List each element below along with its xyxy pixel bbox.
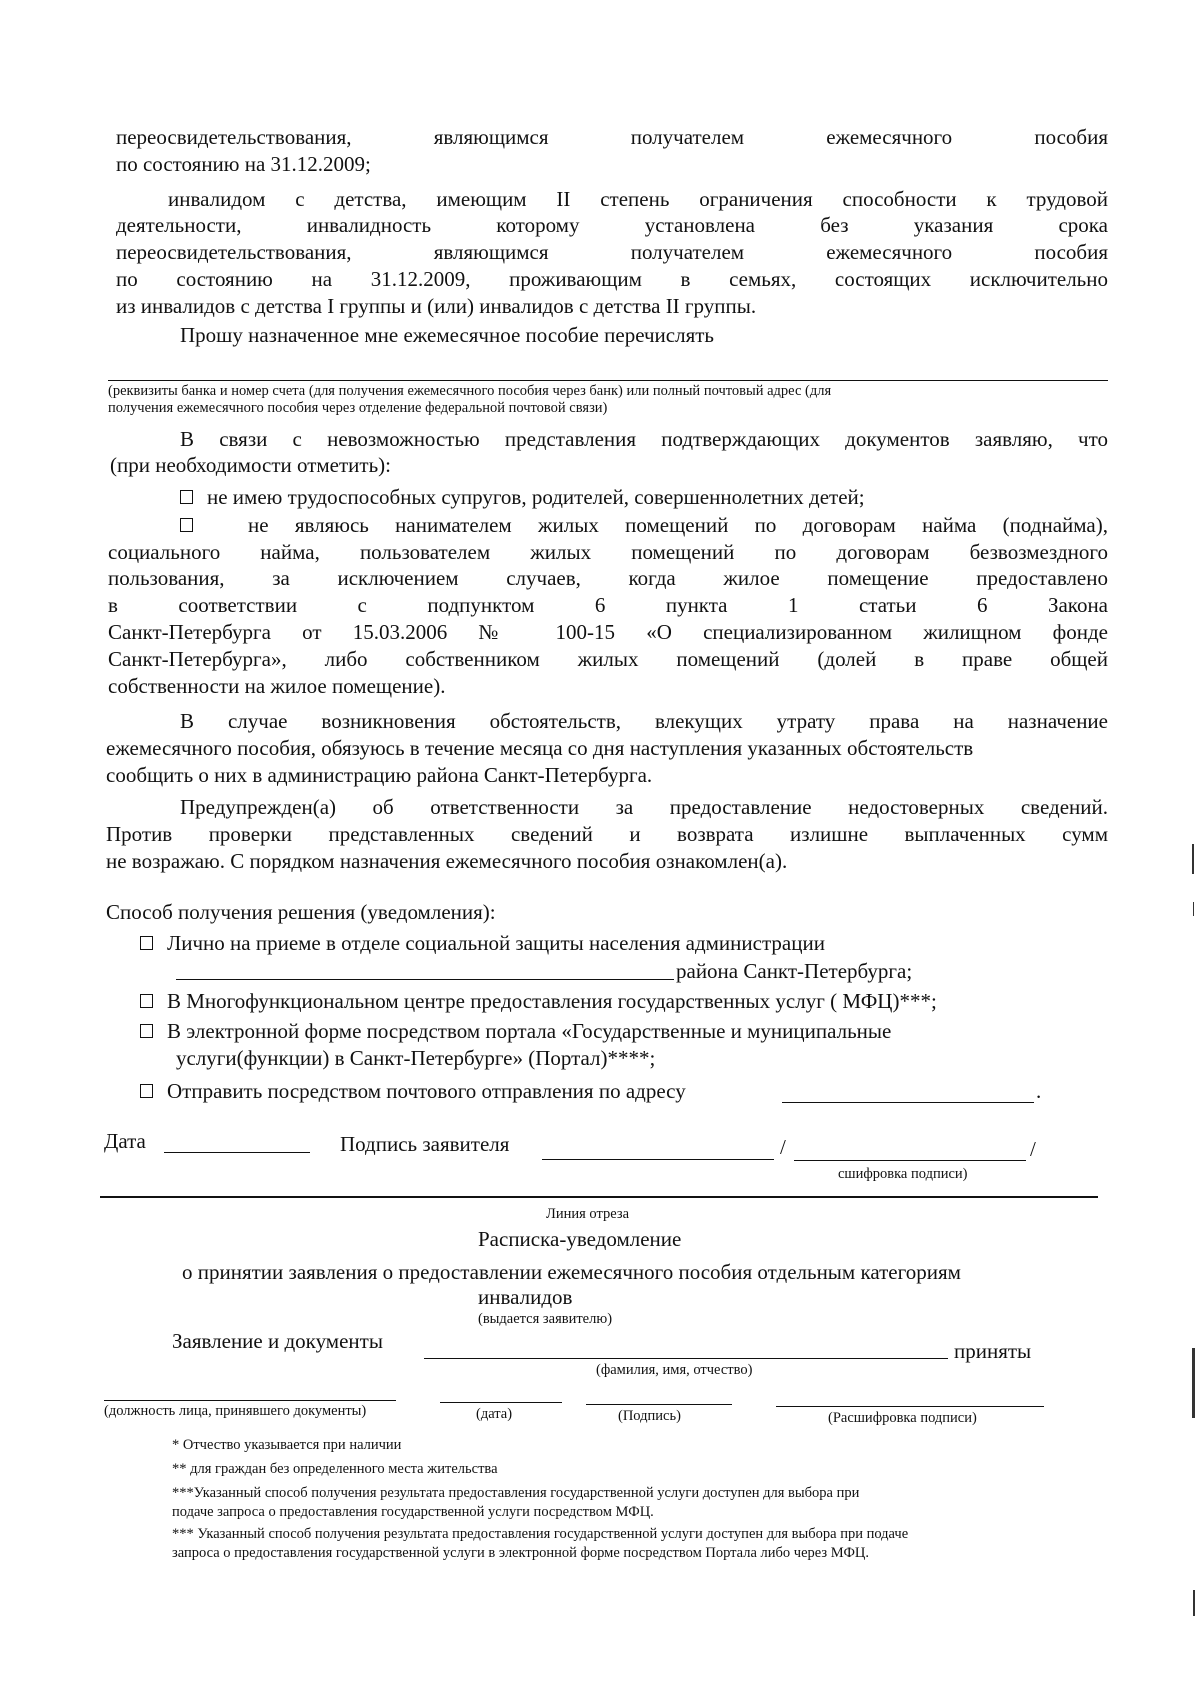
portal-checkbox[interactable] (140, 1024, 153, 1038)
declaration-item-1-checkbox[interactable] (180, 490, 193, 504)
date-blank-line[interactable] (164, 1152, 310, 1153)
in-person-label: Лично на приеме в отделе социальной защиты населения администрации (167, 931, 825, 955)
para2-line-5: из инвалидов с детства I группы и (или) инвалидов с детства II группы. (116, 294, 757, 318)
method-option-in-person (140, 930, 825, 957)
declaration-item-1-label: не имею трудоспособных супругов, родителей, совершеннолетних детей; (207, 485, 865, 509)
obligation-line-3: сообщить о них в администрацию района Санкт-Петербурга. (106, 763, 653, 787)
receipt-fio-blank-line[interactable] (424, 1358, 948, 1359)
receipt-subtitle-line-2: инвалидов (478, 1285, 573, 1309)
signature-decode-blank-line[interactable] (794, 1160, 1026, 1161)
receipt-accepted-suffix: приняты (954, 1339, 1032, 1363)
para2-line-3: переосвидетельствования, являющимся получателем ежемесячного пособия (116, 240, 1108, 264)
obligation-line-2: ежемесячного пособия, обязуюсь в течение месяца со дня наступления указанных обстоятельств (106, 736, 974, 760)
receipt-sign-note: (Подпись) (618, 1408, 681, 1424)
declaration-item-2-line-2: социального найма, пользователем жилых помещений по договорам безвозмездного (108, 540, 1108, 564)
transfer-request: Прошу назначенное мне ежемесячное пособие перечислять (180, 323, 715, 347)
in-person-checkbox[interactable] (140, 936, 153, 950)
declaration-intro-line-1: В связи с невозможностью представления подтверждающих документов заявляю, что (180, 427, 1108, 451)
receipt-title: Расписка-уведомление (478, 1227, 682, 1251)
receipt-sign-blank-line[interactable] (586, 1404, 732, 1405)
district-blank-line[interactable] (176, 979, 674, 980)
obligation-line-1: В случае возникновения обстоятельств, влекущих утрату права на назначение (180, 709, 1108, 733)
mfc-label: В Многофункциональном центре предоставления государственных услуг ( МФЦ)***; (167, 989, 937, 1013)
signature-blank-line[interactable] (542, 1159, 774, 1160)
para1-line-1: переосвидетельствования, являющимся получателем ежемесячного пособия (116, 125, 1108, 149)
footnote-2: ** для граждан без определенного места жительства (172, 1461, 498, 1477)
receipt-date-blank-line[interactable] (440, 1402, 562, 1403)
method-title: Способ получения решения (уведомления): (106, 900, 496, 924)
receipt-fio-note: (фамилия, имя, отчество) (596, 1362, 753, 1378)
bank-note-line-1: (реквизиты банка и номер счета (для получения ежемесячного пособия через банк) или полный почтовый адрес (для (108, 383, 832, 399)
footnote-3-line-2: подаче запроса о предоставления государственной услуги посредством МФЦ. (172, 1504, 654, 1520)
warning-line-2: Против проверки представленных сведений и возврата излишне выплаченных сумм (106, 822, 1108, 846)
post-period: . (1036, 1079, 1042, 1103)
method-option-post (140, 1078, 686, 1105)
para2-line-1: инвалидом с детства, имеющим II степень ограничения способности к трудовой (168, 187, 1108, 211)
post-checkbox[interactable] (140, 1084, 153, 1098)
signature-decode-note: сшифровка подписи) (838, 1166, 968, 1182)
method-option-portal (140, 1018, 891, 1045)
bank-details-blank-line[interactable] (108, 380, 1108, 381)
scan-speck (1193, 902, 1194, 916)
para2-line-4: по состоянию на 31.12.2009, проживающим в семьях, состоящих исключительно (116, 267, 1108, 291)
declaration-item-2-checkbox[interactable] (180, 518, 193, 532)
warning-line-3: не возражаю. С порядком назначения ежемесячного пособия ознакомлен(а). (106, 849, 788, 873)
receipt-position-blank-line[interactable] (104, 1400, 396, 1401)
mfc-checkbox[interactable] (140, 994, 153, 1008)
declaration-item-2-line-6: Санкт-Петербурга», либо собственником жилых помещений (долей в праве общей (108, 647, 1108, 671)
method-option-mfc (140, 988, 937, 1015)
receipt-accepted-prefix: Заявление и документы (172, 1329, 383, 1353)
scan-speck (1192, 1348, 1195, 1418)
para1-line-2: по состоянию на 31.12.2009; (116, 152, 371, 176)
declaration-item-2-line-7: собственности на жилое помещение). (108, 674, 446, 698)
signature-label: Подпись заявителя (340, 1132, 510, 1156)
post-label: Отправить посредством почтового отправления по адресу (167, 1079, 686, 1103)
in-person-label-line-2: района Санкт-Петербурга; (676, 959, 913, 983)
receipt-position-note: (должность лица, принявшего документы) (104, 1403, 367, 1419)
receipt-subtitle-line-1: о принятии заявления о предоставлении ежемесячного пособия отдельным категориям (182, 1260, 961, 1284)
warning-line-1: Предупрежден(а) об ответственности за предоставление недостоверных сведений. (180, 795, 1108, 819)
signature-slash-1: / (780, 1135, 786, 1159)
declaration-item-2-line-4: в соответствии с подпунктом 6 пункта 1 статьи 6 Закона (108, 593, 1108, 617)
signature-slash-2: / (1030, 1137, 1036, 1161)
post-address-blank-line[interactable] (782, 1102, 1034, 1103)
date-label: Дата (104, 1129, 146, 1153)
portal-label: В электронной форме посредством портала «Государственные и муниципальные (167, 1019, 892, 1043)
receipt-decode-note: (Расшифровка подписи) (828, 1410, 977, 1426)
footnote-4-line-2: запроса о предоставления государственной услуги в электронной форме посредством Портала либо через МФЦ. (172, 1545, 869, 1561)
bank-note-line-2: получения ежемесячного пособия через отделение федеральной почтовой связи) (108, 400, 608, 416)
declaration-item-2-line-1: не являюсь нанимателем жилых помещений по договорам найма (поднайма), (248, 513, 1108, 537)
receipt-issued-note: (выдается заявителю) (478, 1311, 613, 1327)
receipt-decode-blank-line[interactable] (776, 1406, 1044, 1407)
receipt-date-note: (дата) (476, 1406, 513, 1422)
cut-line (100, 1196, 1098, 1198)
declaration-intro-line-2: (при необходимости отметить): (110, 453, 391, 477)
footnote-1: * Отчество указывается при наличии (172, 1437, 402, 1453)
scan-speck (1193, 1590, 1195, 1616)
footnote-4-line-1: *** Указанный способ получения результата предоставления государственной услуги доступен для выбора при подаче (172, 1526, 909, 1542)
declaration-item-2-line-3: пользования, за исключением случаев, когда жилое помещение предоставлено (108, 566, 1108, 590)
declaration-item-2-checkbox-wrap (180, 512, 207, 539)
footnote-3-line-1: ***Указанный способ получения результата предоставления государственной услуги доступен для выбора при (172, 1485, 860, 1501)
declaration-item-1 (180, 484, 865, 511)
declaration-item-2-line-5: Санкт-Петербурга от 15.03.2006 № 100-15 «О специализированном жилищном фонде (108, 620, 1108, 644)
scan-speck (1192, 844, 1194, 874)
para2-line-2: деятельности, инвалидность которому установлена без указания срока (116, 213, 1108, 237)
portal-label-line-2: услуги(функции) в Санкт-Петербурге» (Портал)****; (176, 1046, 656, 1070)
cut-line-label: Линия отреза (546, 1206, 630, 1222)
